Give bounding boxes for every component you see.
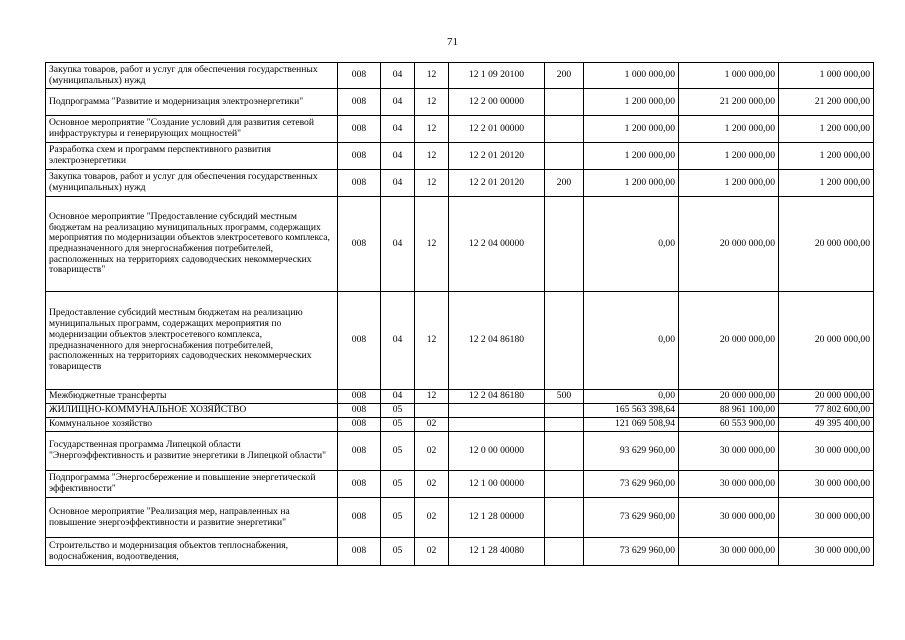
row-name-cell: Государственная программа Липецкой области "Энергоэффективность и развитие энергетики в Липецкой области" xyxy=(46,432,338,471)
subsection-code-cell: 12 xyxy=(415,63,449,89)
table-row xyxy=(46,390,874,404)
amount-year2-cell: 1 000 000,00 xyxy=(679,63,779,89)
amount-year3-cell: 30 000 000,00 xyxy=(779,432,874,471)
row-name-cell: Разработка схем и программ перспективного развития электроэнергетики xyxy=(46,143,338,170)
amount-year3-cell: 1 200 000,00 xyxy=(779,116,874,143)
expense-type-cell: 500 xyxy=(545,390,584,404)
amount-year3-cell: 30 000 000,00 xyxy=(779,538,874,566)
table-row xyxy=(46,292,874,390)
amount-year2-cell: 88 961 100,00 xyxy=(679,404,779,418)
amount-year3-cell: 21 200 000,00 xyxy=(779,89,874,116)
row-name-cell: Межбюджетные трансферты xyxy=(46,390,338,404)
row-name-cell: Предоставление субсидий местным бюджетам на реализацию муниципальных программ, содержащих мероприятия по модернизации объектов электросетевого комплекса, предназначенного для энергоснабжения потребителей, расположенных на территориях садоводческих некоммерческих товариществ xyxy=(46,292,338,390)
amount-year2-cell: 30 000 000,00 xyxy=(679,538,779,566)
section-code-cell: 05 xyxy=(381,471,415,498)
target-article-cell: 12 2 01 00000 xyxy=(449,116,545,143)
expense-type-cell xyxy=(545,197,584,292)
target-article-cell: 12 2 04 86180 xyxy=(449,292,545,390)
table-row xyxy=(46,63,874,89)
expense-type-cell xyxy=(545,116,584,143)
section-code-cell: 05 xyxy=(381,498,415,538)
target-article-cell: 12 2 01 20120 xyxy=(449,143,545,170)
section-code-cell: 05 xyxy=(381,418,415,432)
ministry-code-cell: 008 xyxy=(338,538,381,566)
budget-table xyxy=(45,62,874,566)
subsection-code-cell: 12 xyxy=(415,143,449,170)
table-row xyxy=(46,538,874,566)
amount-year3-cell: 49 395 400,00 xyxy=(779,418,874,432)
amount-year2-cell: 20 000 000,00 xyxy=(679,197,779,292)
section-code-cell: 05 xyxy=(381,538,415,566)
amount-year2-cell: 60 553 900,00 xyxy=(679,418,779,432)
table-row xyxy=(46,404,874,418)
target-article-cell: 12 1 00 00000 xyxy=(449,471,545,498)
amount-year2-cell: 30 000 000,00 xyxy=(679,432,779,471)
amount-year1-cell: 165 563 398,64 xyxy=(584,404,679,418)
ministry-code-cell: 008 xyxy=(338,390,381,404)
amount-year1-cell: 73 629 960,00 xyxy=(584,498,679,538)
amount-year1-cell: 1 200 000,00 xyxy=(584,116,679,143)
amount-year2-cell: 20 000 000,00 xyxy=(679,390,779,404)
subsection-code-cell: 12 xyxy=(415,292,449,390)
expense-type-cell xyxy=(545,432,584,471)
subsection-code-cell: 12 xyxy=(415,116,449,143)
expense-type-cell xyxy=(545,89,584,116)
amount-year3-cell: 30 000 000,00 xyxy=(779,498,874,538)
page-number: 71 xyxy=(447,36,458,48)
amount-year1-cell: 121 069 508,94 xyxy=(584,418,679,432)
target-article-cell: 12 1 28 40080 xyxy=(449,538,545,566)
row-name-cell: Подпрограмма "Развитие и модернизация электроэнергетики" xyxy=(46,89,338,116)
table-row xyxy=(46,116,874,143)
section-code-cell: 04 xyxy=(381,170,415,197)
amount-year1-cell: 73 629 960,00 xyxy=(584,538,679,566)
expense-type-cell: 200 xyxy=(545,170,584,197)
expense-type-cell xyxy=(545,471,584,498)
amount-year3-cell: 20 000 000,00 xyxy=(779,390,874,404)
target-article-cell: 12 0 00 00000 xyxy=(449,432,545,471)
subsection-code-cell: 02 xyxy=(415,418,449,432)
amount-year3-cell: 20 000 000,00 xyxy=(779,197,874,292)
section-code-cell: 05 xyxy=(381,404,415,418)
subsection-code-cell: 02 xyxy=(415,471,449,498)
row-name-cell: Основное мероприятие "Предоставление субсидий местным бюджетам на реализацию муниципальных программ, содержащих мероприятия по модернизации объектов электросетевого комплекса, предназначенного для энергоснабжения потребителей, расположенных на территориях садоводческих некоммерческих товариществ" xyxy=(46,197,338,292)
amount-year2-cell: 1 200 000,00 xyxy=(679,170,779,197)
table-row xyxy=(46,432,874,471)
ministry-code-cell: 008 xyxy=(338,432,381,471)
amount-year1-cell: 93 629 960,00 xyxy=(584,432,679,471)
amount-year1-cell: 0,00 xyxy=(584,197,679,292)
budget-table-body xyxy=(46,63,874,566)
ministry-code-cell: 008 xyxy=(338,63,381,89)
section-code-cell: 04 xyxy=(381,197,415,292)
target-article-cell: 12 2 01 20120 xyxy=(449,170,545,197)
section-code-cell: 04 xyxy=(381,143,415,170)
expense-type-cell: 200 xyxy=(545,63,584,89)
ministry-code-cell: 008 xyxy=(338,292,381,390)
row-name-cell: Основное мероприятие "Реализация мер, направленных на повышение энергоэффективности и развитие энергетики" xyxy=(46,498,338,538)
table-row xyxy=(46,418,874,432)
amount-year3-cell: 30 000 000,00 xyxy=(779,471,874,498)
expense-type-cell xyxy=(545,538,584,566)
ministry-code-cell: 008 xyxy=(338,143,381,170)
expense-type-cell xyxy=(545,143,584,170)
target-article-cell xyxy=(449,404,545,418)
section-code-cell: 05 xyxy=(381,432,415,471)
amount-year3-cell: 1 200 000,00 xyxy=(779,143,874,170)
section-code-cell: 04 xyxy=(381,63,415,89)
table-row xyxy=(46,170,874,197)
table-row xyxy=(46,143,874,170)
amount-year2-cell: 21 200 000,00 xyxy=(679,89,779,116)
target-article-cell xyxy=(449,418,545,432)
amount-year3-cell: 20 000 000,00 xyxy=(779,292,874,390)
row-name-cell: ЖИЛИЩНО-КОММУНАЛЬНОЕ ХОЗЯЙСТВО xyxy=(46,404,338,418)
expense-type-cell xyxy=(545,292,584,390)
table-row xyxy=(46,471,874,498)
section-code-cell: 04 xyxy=(381,89,415,116)
table-row xyxy=(46,498,874,538)
subsection-code-cell: 02 xyxy=(415,432,449,471)
amount-year1-cell: 1 200 000,00 xyxy=(584,170,679,197)
amount-year2-cell: 1 200 000,00 xyxy=(679,143,779,170)
target-article-cell: 12 2 04 00000 xyxy=(449,197,545,292)
ministry-code-cell: 008 xyxy=(338,89,381,116)
amount-year1-cell: 1 200 000,00 xyxy=(584,143,679,170)
target-article-cell: 12 2 04 86180 xyxy=(449,390,545,404)
amount-year2-cell: 30 000 000,00 xyxy=(679,498,779,538)
subsection-code-cell: 12 xyxy=(415,390,449,404)
target-article-cell: 12 1 28 00000 xyxy=(449,498,545,538)
row-name-cell: Коммунальное хозяйство xyxy=(46,418,338,432)
expense-type-cell xyxy=(545,498,584,538)
ministry-code-cell: 008 xyxy=(338,197,381,292)
amount-year2-cell: 20 000 000,00 xyxy=(679,292,779,390)
expense-type-cell xyxy=(545,404,584,418)
ministry-code-cell: 008 xyxy=(338,404,381,418)
ministry-code-cell: 008 xyxy=(338,471,381,498)
row-name-cell: Основное мероприятие "Создание условий для развития сетевой инфраструктуры и генерирующих мощностей" xyxy=(46,116,338,143)
amount-year2-cell: 30 000 000,00 xyxy=(679,471,779,498)
amount-year3-cell: 77 802 600,00 xyxy=(779,404,874,418)
amount-year1-cell: 73 629 960,00 xyxy=(584,471,679,498)
row-name-cell: Закупка товаров, работ и услуг для обеспечения государственных (муниципальных) нужд xyxy=(46,63,338,89)
amount-year1-cell: 1 200 000,00 xyxy=(584,89,679,116)
table-row xyxy=(46,197,874,292)
amount-year1-cell: 0,00 xyxy=(584,390,679,404)
ministry-code-cell: 008 xyxy=(338,498,381,538)
row-name-cell: Закупка товаров, работ и услуг для обеспечения государственных (муниципальных) нужд xyxy=(46,170,338,197)
amount-year1-cell: 0,00 xyxy=(584,292,679,390)
amount-year3-cell: 1 000 000,00 xyxy=(779,63,874,89)
subsection-code-cell: 12 xyxy=(415,89,449,116)
amount-year2-cell: 1 200 000,00 xyxy=(679,116,779,143)
subsection-code-cell: 12 xyxy=(415,197,449,292)
row-name-cell: Подпрограмма "Энергосбережение и повышение энергетической эффективности" xyxy=(46,471,338,498)
target-article-cell: 12 1 09 20100 xyxy=(449,63,545,89)
ministry-code-cell: 008 xyxy=(338,116,381,143)
amount-year1-cell: 1 000 000,00 xyxy=(584,63,679,89)
row-name-cell: Строительство и модернизация объектов теплоснабжения, водоснабжения, водоотведения, xyxy=(46,538,338,566)
expense-type-cell xyxy=(545,418,584,432)
ministry-code-cell: 008 xyxy=(338,170,381,197)
subsection-code-cell: 02 xyxy=(415,498,449,538)
ministry-code-cell: 008 xyxy=(338,418,381,432)
section-code-cell: 04 xyxy=(381,116,415,143)
subsection-code-cell xyxy=(415,404,449,418)
subsection-code-cell: 02 xyxy=(415,538,449,566)
section-code-cell: 04 xyxy=(381,292,415,390)
target-article-cell: 12 2 00 00000 xyxy=(449,89,545,116)
subsection-code-cell: 12 xyxy=(415,170,449,197)
table-row xyxy=(46,89,874,116)
section-code-cell: 04 xyxy=(381,390,415,404)
amount-year3-cell: 1 200 000,00 xyxy=(779,170,874,197)
